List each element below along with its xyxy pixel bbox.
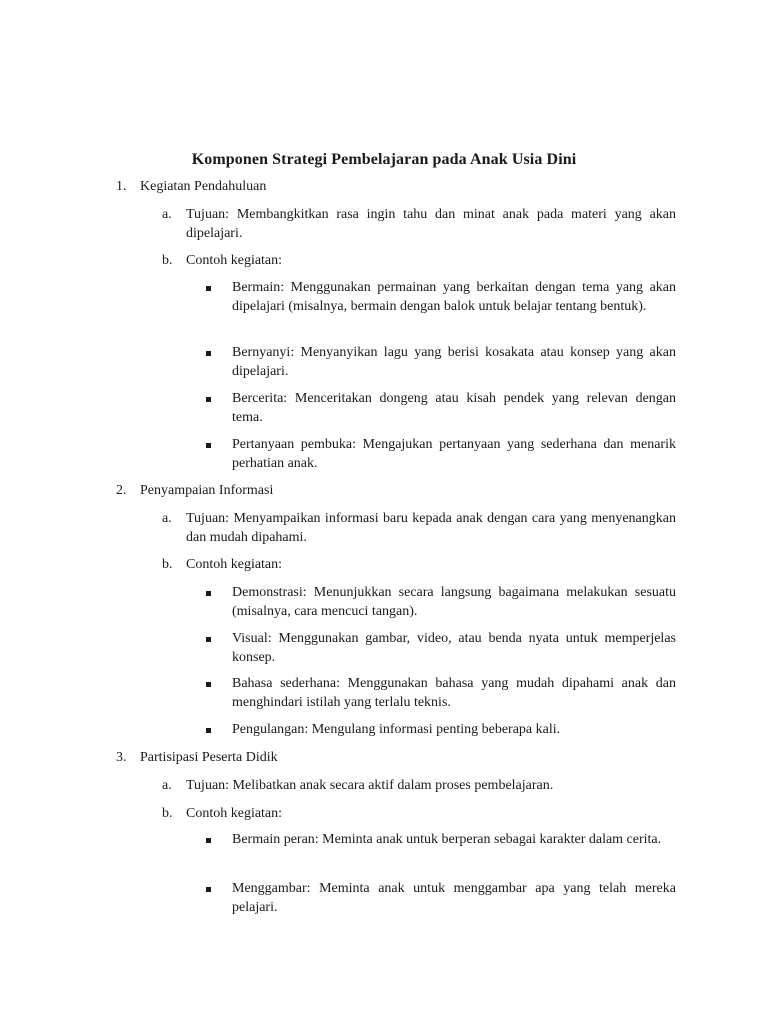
bullet-text: Menggambar: Meminta anak untuk menggambar apa yang telah mereka pelajari. [232, 881, 676, 915]
square-bullet-icon [206, 838, 211, 843]
bullet-text: Bermain peran: Meminta anak untuk berperan sebagai karakter dalam cerita. [232, 832, 662, 847]
examples-label: Contoh kegiatan: [186, 557, 283, 572]
item-marker: a. [162, 778, 172, 793]
section-number: 1. [116, 179, 127, 194]
item-marker: b. [162, 557, 173, 572]
bullet-text: Bermain: Menggunakan permainan yang berkaitan dengan tema yang akan dipelajari (misalnya, bermain dengan balok untuk belajar tentang bentuk). [232, 280, 676, 314]
square-bullet-icon [206, 728, 211, 733]
square-bullet-icon [206, 443, 211, 448]
square-bullet-icon [206, 887, 211, 892]
item-marker: b. [162, 253, 173, 268]
item-marker: b. [162, 806, 173, 821]
item-marker: a. [162, 207, 172, 222]
bullet-text: Bercerita: Menceritakan dongeng atau kisah pendek yang relevan dengan tema. [232, 391, 676, 425]
square-bullet-icon [206, 637, 211, 642]
square-bullet-icon [206, 397, 211, 402]
section-number: 3. [116, 750, 127, 765]
bullet-text: Demonstrasi: Menunjukkan secara langsung bagaimana melakukan sesuatu (misalnya, cara mencuci tangan). [232, 585, 676, 619]
square-bullet-icon [206, 351, 211, 356]
bullet-text: Bernyanyi: Menyanyikan lagu yang berisi kosakata atau konsep yang akan dipelajari. [232, 345, 676, 379]
goal-text: Tujuan: Menyampaikan informasi baru kepada anak dengan cara yang menyenangkan dan mudah dipahami. [186, 511, 676, 545]
square-bullet-icon [206, 591, 211, 596]
bullet-text: Visual: Menggunakan gambar, video, atau benda nyata untuk memperjelas konsep. [232, 631, 676, 665]
item-marker: a. [162, 511, 172, 526]
section-title: Kegiatan Pendahuluan [140, 179, 267, 194]
goal-text: Tujuan: Membangkitkan rasa ingin tahu dan minat anak pada materi yang akan dipelajari. [186, 207, 676, 241]
examples-label: Contoh kegiatan: [186, 253, 283, 268]
section-title: Partisipasi Peserta Didik [140, 750, 278, 765]
bullet-text: Pertanyaan pembuka: Mengajukan pertanyaan yang sederhana dan menarik perhatian anak. [232, 437, 676, 471]
bullet-text: Bahasa sederhana: Menggunakan bahasa yang mudah dipahami anak dan menghindari istilah yang terlalu teknis. [232, 676, 676, 710]
examples-label: Contoh kegiatan: [186, 806, 283, 821]
bullet-text: Pengulangan: Mengulang informasi penting beberapa kali. [232, 722, 561, 737]
square-bullet-icon [206, 286, 211, 291]
goal-text: Tujuan: Melibatkan anak secara aktif dalam proses pembelajaran. [186, 778, 554, 793]
square-bullet-icon [206, 682, 211, 687]
section-title: Penyampaian Informasi [140, 483, 274, 498]
page-title: Komponen Strategi Pembelajaran pada Anak Usia Dini [191, 151, 577, 168]
section-heading [116, 749, 676, 768]
section-number: 2. [116, 483, 127, 498]
section-heading [116, 178, 676, 197]
section-heading [116, 482, 676, 501]
